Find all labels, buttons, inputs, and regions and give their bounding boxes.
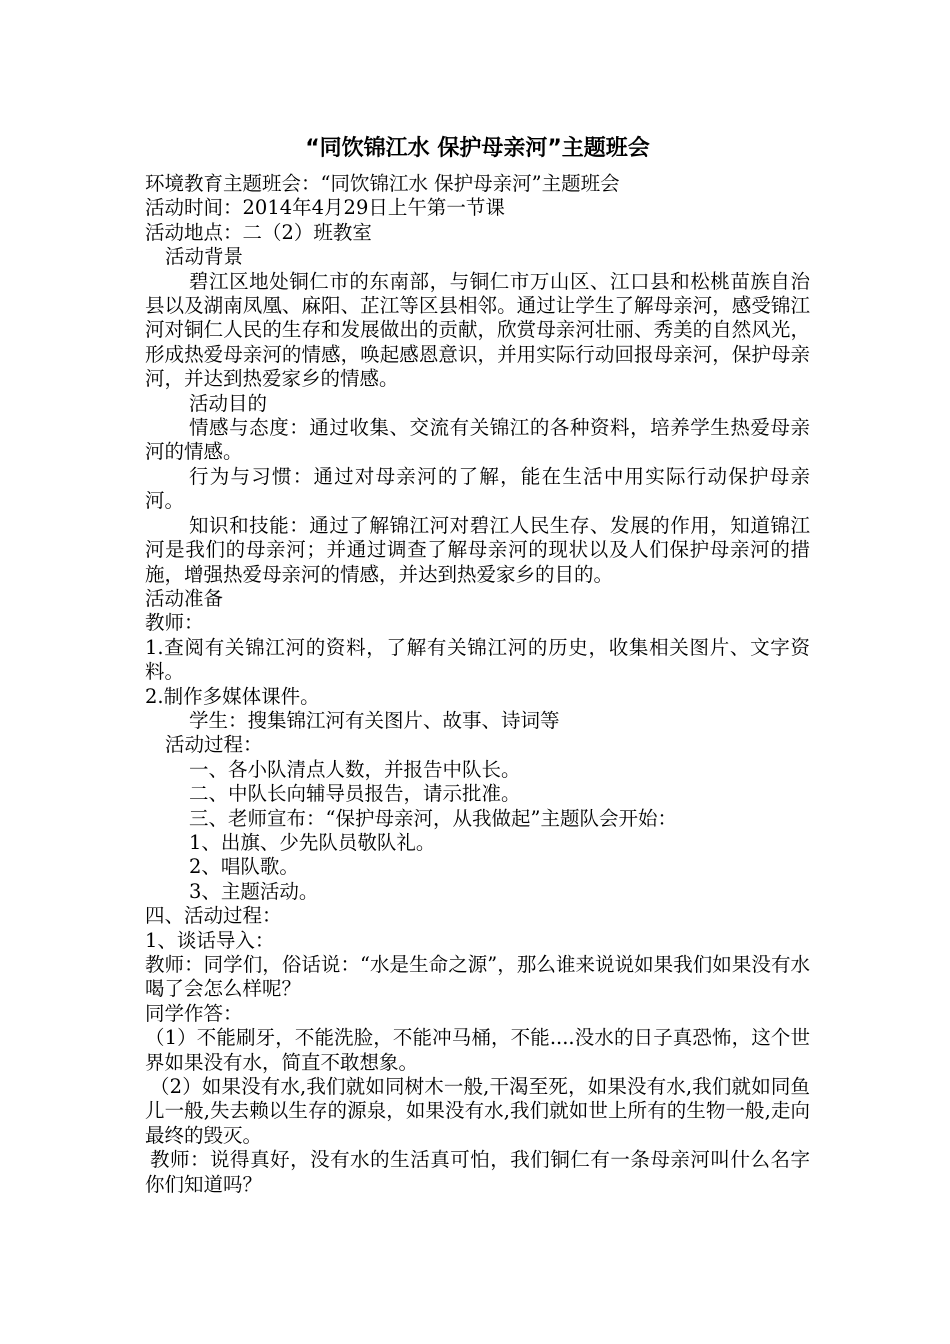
paragraph-purpose-emotion: 情感与态度：通过收集、交流有关锦江的各种资料，培养学生热爱母亲河的情感。	[145, 416, 810, 464]
heading-purpose: 活动目的	[189, 391, 268, 415]
paragraph-theme: 环境教育主题班会：“同饮锦江水 保护母亲河”主题班会	[145, 172, 620, 195]
heading-activity-process: 四、活动过程：	[145, 904, 282, 928]
heading-preparation: 活动准备	[145, 586, 224, 610]
paragraph-time: 活动时间：2014年4月29日上午第一节课	[145, 196, 505, 220]
paragraph-background: 碧江区地处铜仁市的东南部，与铜仁市万山区、江口县和松桃苗族自治县以及湖南凤凰、麻阳、芷江等区县相邻。通过让学生了解母亲河，感受锦江河对铜仁人民的生存和发展做出的贡献，欣赏母亲河壮丽、秀美的自然风光，形成热爱母亲河的情感，唤起感恩意识，并用实际行动回报母亲河，保护母亲河，并达到热爱家乡的情感。	[145, 269, 810, 391]
list-item-step-2: 二、中队长向辅导员报告，请示批准。	[189, 782, 521, 806]
list-item-sub-3: 3、主题活动。	[189, 879, 319, 903]
heading-intro: 1、谈话导入：	[145, 928, 275, 952]
document-title: “同饮锦江水 保护母亲河”主题班会	[305, 136, 650, 161]
paragraph-student: 学生：搜集锦江河有关图片、故事、诗词等	[189, 708, 560, 732]
paragraph-answer-2: （2）如果没有水,我们就如同树木一般,干渴至死，如果没有水,我们就如同鱼儿一般,失去赖以生存的源泉，如果没有水,我们就如世上所有的生物一般,走向最终的毁灭。	[145, 1075, 810, 1147]
paragraph-purpose-knowledge: 知识和技能：通过了解锦江河对碧江人民生存、发展的作用，知道锦江河是我们的母亲河；并通过调查了解母亲河的现状以及人们保护母亲河的措施，增强热爱母亲河的情感，并达到热爱家乡的目的。	[145, 513, 810, 586]
paragraph-student-answer-label: 同学作答：	[145, 1001, 243, 1025]
paragraph-teacher-question: 教师：同学们，俗话说：“水是生命之源”，那么谁来说说如果我们如果没有水喝了会怎么样呢？	[145, 953, 810, 1001]
paragraph-location: 活动地点：二（2）班教室	[145, 220, 372, 244]
paragraph-teacher-followup: 教师：说得真好，没有水的生活真可怕，我们铜仁有一条母亲河叫什么名字你们知道吗？	[145, 1148, 810, 1196]
list-item-sub-1: 1、出旗、少先队员敬队礼。	[189, 830, 436, 854]
paragraph-answer-1: （1）不能刷牙，不能洗脸，不能冲马桶，不能....没水的日子真恐怖，这个世界如果没有水，简直不敢想象。	[145, 1026, 810, 1074]
heading-process: 活动过程：	[165, 733, 263, 757]
list-item-prep-2: 2.制作多媒体课件。	[145, 684, 320, 708]
list-item-sub-2: 2、唱队歌。	[189, 855, 299, 879]
heading-background: 活动背景	[165, 245, 244, 269]
paragraph-teacher: 教师：	[145, 611, 204, 635]
list-item-step-1: 一、各小队清点人数，并报告中队长。	[189, 757, 521, 781]
list-item-step-3: 三、老师宣布：“保护母亲河，从我做起”主题队会开始：	[189, 806, 677, 830]
document-body	[145, 132, 810, 1197]
list-item-prep-1: 1.查阅有关锦江河的资料，了解有关锦江河的历史，收集相关图片、文字资料。	[145, 635, 810, 684]
paragraph-purpose-behavior: 行为与习惯：通过对母亲河的了解，能在生活中用实际行动保护母亲河。	[145, 464, 810, 513]
